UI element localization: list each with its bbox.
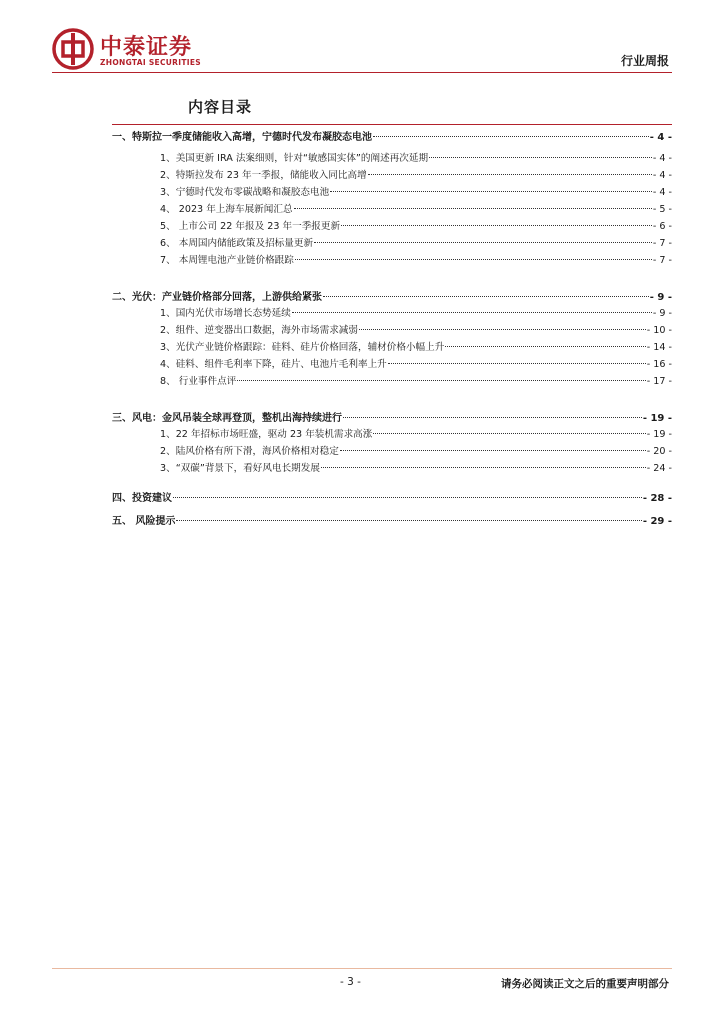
footer-disclaimer: 请务必阅读正文之后的重要声明部分 (501, 978, 669, 990)
toc-entry-page: - 4 - (649, 132, 672, 143)
toc-subsection-entry[interactable] (112, 235, 672, 253)
footer-divider (52, 968, 672, 969)
toc-entry-page: - 28 - (642, 493, 672, 504)
toc-leader-dots (368, 174, 652, 175)
toc-entry-page: - 20 - (646, 446, 672, 457)
toc-entry-text: 1、22 年招标市场旺盛，驱动 23 年装机需求高涨 (160, 429, 373, 440)
toc-entry-page: - 9 - (652, 308, 672, 319)
toc-leader-dots (294, 208, 652, 209)
toc-subsection-entry[interactable] (112, 305, 672, 323)
toc-subsection-entry[interactable] (112, 322, 672, 340)
brand-logo (52, 28, 222, 74)
toc-entry-page: - 16 - (646, 359, 672, 370)
toc-entry-page: - 24 - (646, 463, 672, 474)
toc-entry-text: 3、宁德时代发布零碳战略和凝胶态电池 (160, 187, 330, 198)
page-number: - 3 - (340, 976, 361, 988)
toc-entry-text: 2、组件、逆变器出口数据，海外市场需求减弱 (160, 325, 358, 336)
toc-entry-text: 四、投资建议 (112, 493, 172, 504)
toc-subsection-entry[interactable] (112, 443, 672, 461)
toc-entry-text: 3、光伏产业链价格跟踪：硅料、硅片价格回落，辅材价格小幅上升 (160, 342, 445, 353)
toc-entry-text: 6、 本周国内储能政策及招标量更新 (160, 238, 314, 249)
toc-entry-text: 8、 行业事件点评 (160, 376, 237, 387)
toc-subsection-entry[interactable] (112, 460, 672, 478)
toc-leader-dots (295, 259, 652, 260)
toc-leader-dots (341, 225, 652, 226)
brand-name-cn: 中泰证券 (100, 35, 193, 60)
toc-leader-dots (176, 520, 641, 521)
toc-entry-page: - 10 - (646, 325, 672, 336)
header-divider (52, 72, 672, 73)
toc-subsection-entry[interactable] (112, 150, 672, 168)
toc-entry-text: 五、 风险提示 (112, 516, 176, 527)
toc-subsection-entry[interactable] (112, 426, 672, 444)
toc-entry-page: - 9 - (649, 292, 672, 303)
toc-subsection-entry[interactable] (112, 201, 672, 219)
toc-leader-dots (359, 329, 646, 330)
toc-entry-page: - 17 - (646, 376, 672, 387)
toc-entry-text: 4、 2023 年上海车展新闻汇总 (160, 204, 293, 215)
toc-entry-text: 一、特斯拉一季度储能收入高增，宁德时代发布凝胶态电池 (112, 132, 372, 143)
toc-entry-page: - 4 - (652, 153, 672, 164)
toc-leader-dots (314, 242, 652, 243)
toc-leader-dots (343, 417, 642, 418)
toc-subsection-entry[interactable] (112, 167, 672, 185)
toc-subsection-entry[interactable] (112, 218, 672, 236)
toc-entry-text: 1、美国更新 IRA 法案细则，针对“敏感国实体”的阐述再次延期 (160, 153, 429, 164)
toc-subsection-entry[interactable] (112, 339, 672, 357)
toc-subsection-entry[interactable] (112, 356, 672, 374)
toc-entry-text: 3、“双碳”背景下，看好风电长期发展 (160, 463, 320, 474)
toc-leader-dots (292, 312, 652, 313)
toc-leader-dots (321, 467, 646, 468)
toc-subsection-entry[interactable] (112, 184, 672, 202)
zhongtai-logo-icon (52, 28, 94, 70)
toc-entry-text: 7、 本周锂电池产业链价格跟踪 (160, 255, 294, 266)
toc-section-entry[interactable] (112, 489, 672, 507)
toc-entry-page: - 4 - (652, 170, 672, 181)
toc-leader-dots (330, 191, 652, 192)
toc-title-divider (112, 124, 672, 125)
toc-entry-text: 三、风电：金风吊装全球再登顶，整机出海持续进行 (112, 413, 342, 424)
toc-leader-dots (340, 450, 646, 451)
toc-leader-dots (173, 497, 642, 498)
toc-section-entry[interactable] (112, 128, 672, 146)
toc-entry-page: - 4 - (652, 187, 672, 198)
toc-leader-dots (388, 363, 646, 364)
toc-entry-text: 4、硅料、组件毛利率下降，硅片、电池片毛利率上升 (160, 359, 387, 370)
toc-leader-dots (429, 157, 652, 158)
toc-subsection-entry[interactable] (112, 252, 672, 270)
toc-entry-text: 2、陆风价格有所下滑，海风价格相对稳定 (160, 446, 339, 457)
toc-section-entry[interactable] (112, 288, 672, 306)
toc-leader-dots (373, 136, 649, 137)
toc-section-entry[interactable] (112, 409, 672, 427)
toc-entry-text: 1、国内光伏市场增长态势延续 (160, 308, 291, 319)
toc-entry-text: 2、特斯拉发布 23 年一季报，储能收入同比高增 (160, 170, 367, 181)
toc-leader-dots (373, 433, 645, 434)
toc-section-entry[interactable] (112, 512, 672, 530)
toc-entry-page: - 6 - (652, 221, 672, 232)
toc-leader-dots (445, 346, 645, 347)
toc-entry-page: - 19 - (642, 413, 672, 424)
toc-entry-page: - 5 - (652, 204, 672, 215)
toc-entry-text: 5、 上市公司 22 年报及 23 年一季报更新 (160, 221, 341, 232)
toc-entry-page: - 29 - (642, 516, 672, 527)
toc-leader-dots (237, 380, 645, 381)
brand-name-en: ZHONGTAI SECURITIES (100, 58, 201, 67)
toc-entry-page: - 14 - (646, 342, 672, 353)
toc-entry-text: 二、光伏：产业链价格部分回落，上游供给紧张 (112, 292, 322, 303)
toc-subsection-entry[interactable] (112, 373, 672, 391)
toc-entry-page: - 7 - (652, 238, 672, 249)
toc-title: 内容目录 (188, 98, 253, 116)
toc-leader-dots (323, 296, 649, 297)
toc-entry-page: - 7 - (652, 255, 672, 266)
report-type: 行业周报 (620, 54, 669, 68)
toc-entry-page: - 19 - (646, 429, 672, 440)
